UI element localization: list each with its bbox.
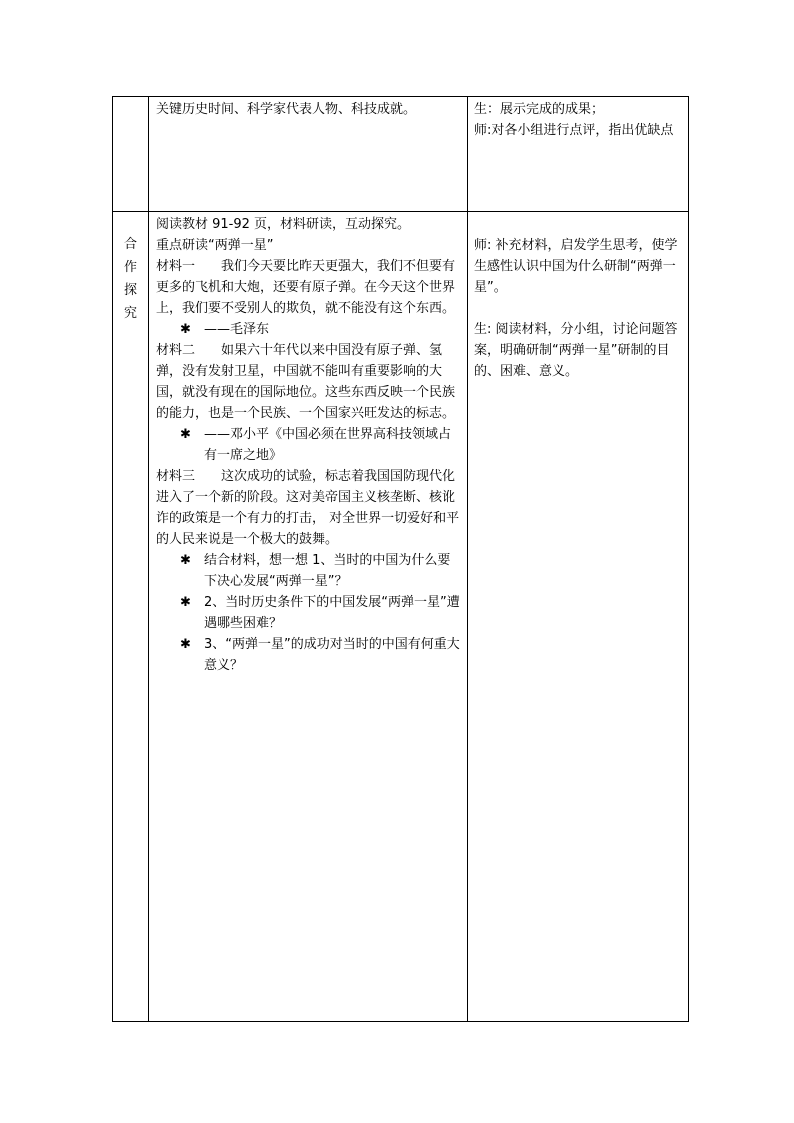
- lesson-plan-table: [112, 96, 689, 1022]
- teacher-activity: 师:对各小组进行点评，指出优缺点: [474, 123, 674, 138]
- student-activity: 生: 阅读材料，分小组，讨论问题答案，明确研制“两弹一星”研制的目的、困难、意义。: [474, 322, 678, 379]
- content-cell: [149, 212, 468, 1022]
- asterisk-bullet-icon: ✱: [180, 553, 191, 568]
- question-item: ✱ 3、“两弹一星”的成功对当时的中国有何重大意义？: [156, 634, 462, 676]
- asterisk-bullet-icon: ✱: [180, 427, 191, 442]
- activity-cell: [468, 97, 689, 212]
- question-item: ✱ 结合材料，想一想 1、当时的中国为什么要下决心发展“两弹一星”？: [156, 550, 462, 592]
- activity-cell: [468, 212, 689, 1022]
- teacher-activity: 师: 补充材料，启发学生思考，使学生感性认识中国为什么研制“两弹一星”。: [474, 238, 678, 295]
- section-label-cell: [113, 212, 149, 1022]
- intro-line: 阅读教材 91-92 页，材料研读，互动探究。: [156, 217, 411, 232]
- material-two: 材料二 如果六十年代以来中国没有原子弹、氢弹，没有发射卫星，中国就不能叫有重要影响的大国，就没有现在的国际地位。这些东西反映一个民族的能力，也是一个民族、一个国家兴旺发达的标志。: [156, 343, 456, 421]
- table-row: [113, 97, 689, 212]
- label-cell-empty: [113, 97, 149, 212]
- table-row: [113, 212, 689, 1022]
- asterisk-bullet-icon: ✱: [180, 637, 191, 652]
- content-text: 关键历史时间、科学家代表人物、科技成就。: [156, 102, 417, 117]
- material-three: 材料三 这次成功的试验，标志着我国国防现代化进入了一个新的阶段。这对美帝国主义核垄断、核讹诈的政策是一个有力的打击， 对全世界一切爱好和平的人民来说是一个极大的鼓舞。: [156, 469, 460, 547]
- section-label: 合 作 探 究: [123, 237, 137, 321]
- material-one-source: ✱ ——毛泽东: [156, 319, 462, 340]
- question-item: ✱ 2、当时历史条件下的中国发展“两弹一星”遭遇哪些困难？: [156, 592, 462, 634]
- student-activity: 生：展示完成的成果；: [474, 102, 605, 117]
- material-one: 材料一 我们今天要比昨天更强大，我们不但要有更多的飞机和大炮，还要有原子弹。在今天这个世界上，我们要不受别人的欺负，就不能没有这个东西。: [156, 259, 456, 316]
- asterisk-bullet-icon: ✱: [180, 322, 191, 337]
- material-two-source: ✱ ——邓小平《中国必须在世界高科技领域占有一席之地》: [156, 424, 462, 466]
- asterisk-bullet-icon: ✱: [180, 595, 191, 610]
- focus-line: 重点研读“两弹一星”: [156, 238, 274, 253]
- content-cell: [149, 97, 468, 212]
